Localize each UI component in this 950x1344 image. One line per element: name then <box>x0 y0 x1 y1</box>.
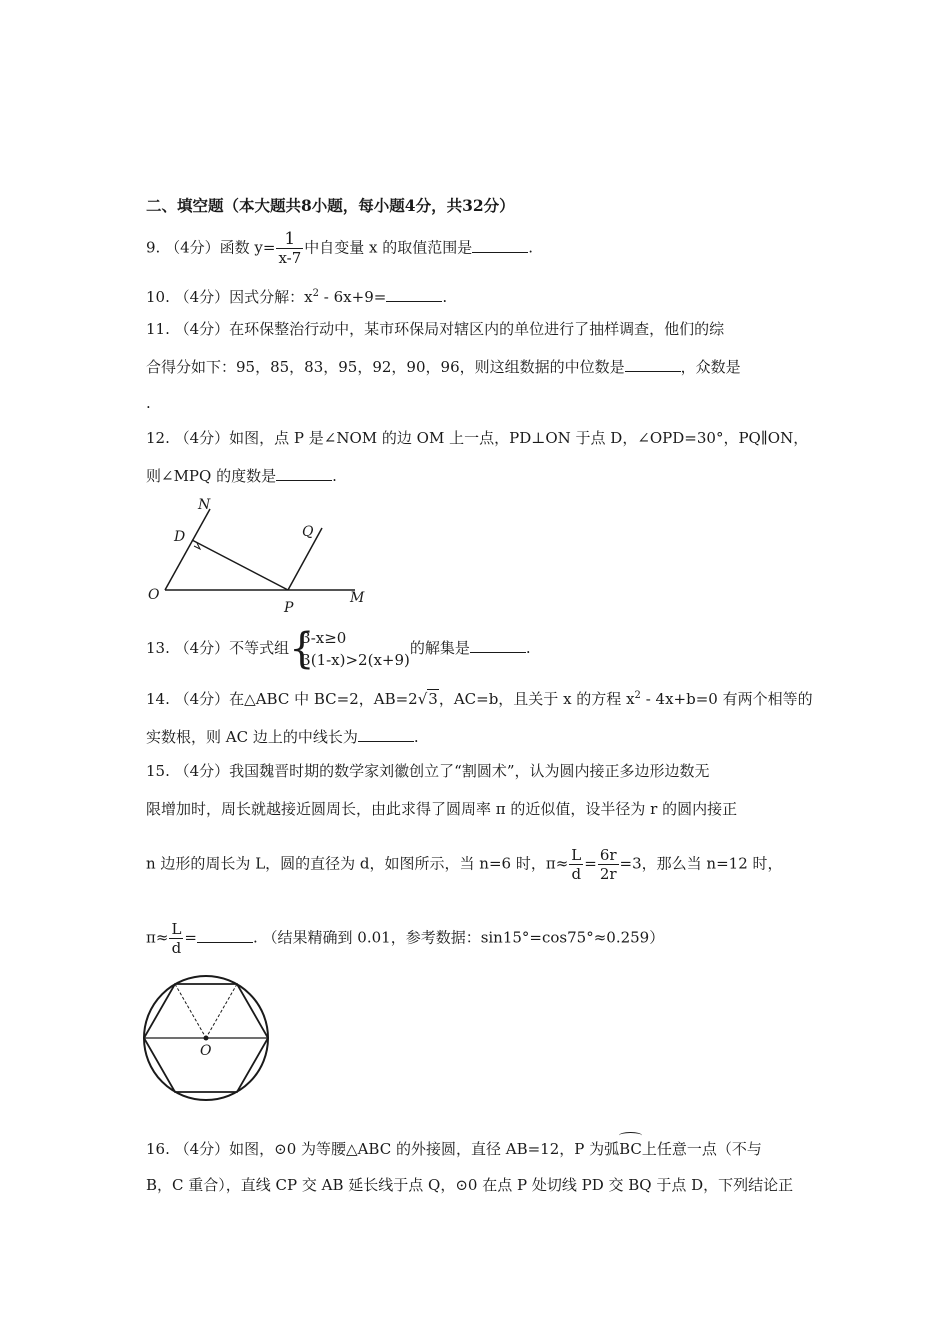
q16-arc-label: BC <box>619 1140 642 1158</box>
q13-brace: { <box>289 624 315 674</box>
q13-suffix: 的解集是 <box>409 639 470 657</box>
q9-frac-den: x-7 <box>278 249 302 267</box>
center-point <box>204 1036 209 1041</box>
q15-frac-d: d <box>571 865 582 883</box>
question-10 <box>146 286 447 307</box>
arc-mark <box>619 1132 642 1139</box>
q9-prefix: 9. （4分）函数 y= <box>146 238 276 257</box>
q15-line3-a: n 边形的周长为 L，圆的直径为 d，如图所示，当 n=6 时， <box>146 854 546 873</box>
question-11-line2 <box>146 356 741 377</box>
q13-prefix: 13. （4分）不等式组 <box>146 639 290 657</box>
q12-line2-a: 则∠MPQ 的度数是 <box>146 467 277 485</box>
line-pd <box>192 540 288 590</box>
label-o: O <box>148 587 160 603</box>
q14-line1-a: 14. （4分）在△ABC 中 BC=2，AB=2 <box>146 690 418 708</box>
q14-answer-blank[interactable] <box>358 727 414 742</box>
q13-row1: 3-x≥0 <box>301 629 347 647</box>
q10-end: . <box>442 288 448 306</box>
q10-answer-blank[interactable] <box>386 287 442 302</box>
q14-line2-a: 实数根，则 AC 边上的中线长为 <box>146 728 358 746</box>
q15-line4-end: . （结果精确到 0.01，参考数据：sin15°=cos75°≈0.259） <box>252 928 665 947</box>
q14-sqrt: √3 <box>417 690 438 708</box>
q15-pi-approx: π≈ <box>545 854 569 873</box>
figure-12-angle-diagram <box>140 495 380 620</box>
section-title: 二、填空题（本大题共8小题，每小题4分，共32分） <box>146 196 515 215</box>
q11-line2-b: ，众数是 <box>680 358 741 376</box>
q10-sup: 2 <box>312 288 320 299</box>
line-on <box>165 509 210 590</box>
q16-line1-a: 16. （4分）如图，⊙0 为等腰△ABC 的外接圆，直径 AB=12，P 为弧 <box>146 1140 620 1158</box>
question-15-line1: 15. （4分）我国魏晋时期的数学家刘徽创立了“割圆术”，认为圆内接正多边形边数无 <box>146 762 710 780</box>
q13-end: . <box>525 639 531 657</box>
q11-line2-a: 合得分如下：95，85，83，95，92，90，96，则这组数据的中位数是 <box>146 358 625 376</box>
radius-right <box>206 984 237 1038</box>
q9-frac-num: 1 <box>276 230 303 249</box>
q14-end: . <box>413 728 419 746</box>
q15-line3-b: =3，那么当 n=12 时， <box>619 854 783 873</box>
q15-frac-6r-2r <box>598 846 619 883</box>
question-14-line2 <box>146 726 419 747</box>
q15-frac-l: L <box>571 846 582 864</box>
label-p: P <box>284 600 294 616</box>
q15-frac-l-d <box>569 846 583 883</box>
q15-frac2-l-d <box>169 920 183 957</box>
q9-end: . <box>528 238 534 257</box>
label-m: M <box>350 590 365 606</box>
q11-median-blank[interactable] <box>625 357 681 372</box>
question-15-line3 <box>146 846 783 883</box>
question-16-line1 <box>146 1136 762 1159</box>
q9-suffix: 中自变量 x 的取值范围是 <box>304 238 473 257</box>
question-11-line3: . <box>146 394 151 412</box>
q14-line1-b: ，AC=b，且关于 x 的方程 x <box>438 690 635 708</box>
q15-line4-eq: = <box>184 928 197 947</box>
q16-line1-b: 上任意一点（不与 <box>641 1140 762 1158</box>
question-11-line1: 11. （4分）在环保整治行动中，某市环保局对辖区内的单位进行了抽样调查，他们的综 <box>146 320 725 338</box>
q15-frac-2r: 2r <box>599 865 617 883</box>
q10-mid: - 6x+9= <box>319 288 387 306</box>
q15-answer-blank[interactable] <box>197 928 253 943</box>
q15-frac2-l: L <box>171 920 182 938</box>
q14-radicand: 3 <box>428 690 438 708</box>
q13-inequality-system <box>289 624 410 674</box>
q15-eq: = <box>584 854 597 873</box>
q9-answer-blank[interactable] <box>472 238 528 253</box>
q12-end: . <box>332 467 337 485</box>
question-14-line1 <box>146 688 813 709</box>
q13-row2: 3(1-x)>2(x+9) <box>301 651 410 669</box>
q15-frac2-d: d <box>171 939 182 957</box>
label-q: Q <box>302 524 314 540</box>
question-15-line2: 限增加时，周长就越接近圆周长，由此求得了圆周率 π 的近似值，设半径为 r 的圆内接正 <box>146 800 738 818</box>
question-13 <box>146 624 531 674</box>
question-16-line2: B，C 重合），直线 CP 交 AB 延长线于点 Q，⊙0 在点 P 处切线 PD 交 BQ 于点 D，下列结论正 <box>146 1176 794 1194</box>
radius-left <box>175 984 206 1038</box>
question-9 <box>146 230 533 267</box>
q16-arc-bc <box>619 1136 642 1158</box>
q14-sup: 2 <box>634 690 641 701</box>
q12-answer-blank[interactable] <box>276 466 332 481</box>
q15-line4-pre: π≈ <box>146 928 169 947</box>
q14-line1-c: - 4x+b=0 有两个相等的 <box>640 690 813 708</box>
q10-prefix: 10. （4分）因式分解：x <box>146 288 313 306</box>
label-center-o: O <box>200 1043 212 1059</box>
question-12-line2 <box>146 465 337 486</box>
question-12-line1: 12. （4分）如图，点 P 是∠NOM 的边 OM 上一点，PD⊥ON 于点 D，∠OPD=30°，PQ∥ON， <box>146 429 809 447</box>
figure-15-inscribed-hexagon <box>140 972 276 1104</box>
label-n: N <box>198 497 211 513</box>
q9-fraction <box>276 230 303 267</box>
question-15-line4 <box>146 920 664 957</box>
q13-answer-blank[interactable] <box>470 638 526 653</box>
label-d: D <box>174 529 186 545</box>
q15-frac-6r: 6r <box>599 846 617 864</box>
